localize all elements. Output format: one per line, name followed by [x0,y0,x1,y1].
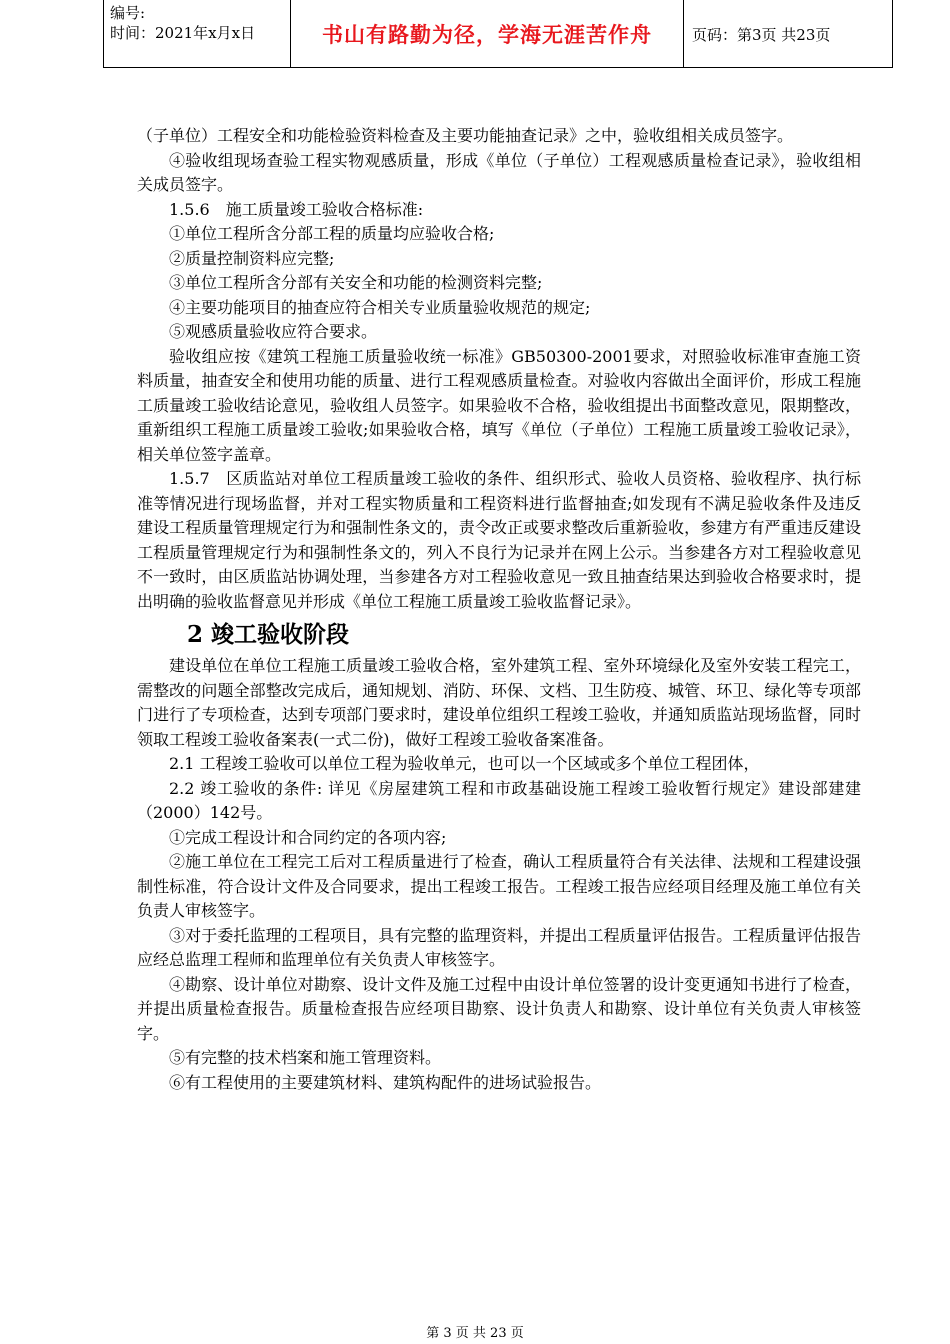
page-header [103,0,893,68]
number-label: 编号: [110,4,146,22]
section-title: 2 竣工验收阶段 [187,621,350,648]
paragraph: ①单位工程所含分部工程的质量均应验收合格; [169,224,495,243]
paragraph: ④验收组现场查验工程实物观感质量，形成《单位（子单位）工程观感质量检查记录》，验收组相关成员签字。 [137,150,861,194]
document-body [137,124,861,1095]
paragraph: ⑤观感质量验收应符合要求。 [169,322,378,341]
paragraph: 2.1 工程竣工验收可以单位工程为验收单元，也可以一个区域或多个单位工程团体， [169,754,760,773]
paragraph: 1.5.6 施工质量竣工验收合格标准: [169,199,424,219]
header-motto-cell [291,0,684,68]
header-meta [104,0,291,68]
paragraph: ④主要功能项目的抽查应符合相关专业质量验收规范的规定; [169,297,591,317]
paragraph: ②质量控制资料应完整; [169,248,335,268]
paragraph: ①完成工程设计和合同约定的各项内容; [169,827,447,847]
page-footer: 第 3 页 共 23 页 [426,1326,524,1341]
header-page-info: 页码：第3页 共23页 [684,0,893,68]
time-label: 时间：2021年x月x日 [110,24,256,42]
paragraph: ③对于委托监理的工程项目，具有完整的监理资料，并提出工程质量评估报告。工程质量评估报告应经总监理工程师和监理单位有关负责人审核签字。 [137,925,861,969]
paragraph: 1.5.7 区质监站对单位工程质量竣工验收的条件、组织形式、验收人员资格、验收程序、执行标准等情况进行现场监督，并对工程实物质量和工程资料进行监督抽查;如发现有不满足验收条件及违反建设工程质量管理规定行为和强制性条文的，责令改正或要求整改后重新验收，参建方有严重违反建设工程质量管理规定行为和强制性条文的，列入不良行为记录并在网上公示。当参建各方对工程验收意见不一致时，由区质监站协调处理，当参建各方对工程验收意见一致且抽查结果达到验收合格要求时，提出明确的验收监督意见并形成《单位工程施工质量竣工验收监督记录》。 [137,469,861,611]
paragraph-group-2 [137,654,861,1095]
paragraph: ⑥有工程使用的主要建筑材料、建筑构配件的进场试验报告。 [169,1072,602,1092]
header-motto: 书山有路勤为径，学海无涯苦作舟 [322,22,652,47]
paragraph: ⑤有完整的技术档案和施工管理资料。 [169,1048,442,1067]
paragraph: 验收组应按《建筑工程施工质量验收统一标准》GB50300-2001要求，对照验收标准审查施工资料质量，抽查安全和使用功能的质量、进行工程观感质量检查。对验收内容做出全面评价，形成工程施工质量竣工验收结论意见，验收组人员签字。如果验收不合格，验收组提出书面整改意见，限期整改，重新组织工程施工质量竣工验收;如果验收合格，填写《单位（子单位）工程施工质量竣工验收记录》，相关单位签字盖章。 [137,346,861,464]
paragraph: ③单位工程所含分部有关安全和功能的检测资料完整; [169,273,543,292]
paragraph: （子单位）工程安全和功能检验资料检查及主要功能抽查记录》之中，验收组相关成员签字。 [137,126,794,145]
paragraph: 建设单位在单位工程施工质量竣工验收合格，室外建筑工程、室外环境绿化及室外安装工程完工，需整改的问题全部整改完成后，通知规划、消防、环保、文档、卫生防疫、城管、环卫、绿化等专项部门进行了专项检查，达到专项部门要求时，建设单位组织工程竣工验收，并通知质监站现场监督，同时领取工程竣工验收备案表(一式二份)，做好工程竣工验收备案准备。 [137,656,861,749]
paragraph: 2.2 竣工验收的条件: 详见《房屋建筑工程和市政基础设施工程竣工验收暂行规定》建设部建建（2000）142号。 [137,778,861,822]
paragraph: ②施工单位在工程完工后对工程质量进行了检查，确认工程质量符合有关法律、法规和工程建设强制性标准，符合设计文件及合同要求，提出工程竣工报告。工程竣工报告应经项目经理及施工单位有关负责人审核签字。 [137,852,861,920]
paragraph-group-1 [137,124,861,614]
paragraph: ④勘察、设计单位对勘察、设计文件及施工过程中由设计单位签署的设计变更通知书进行了检查，并提出质量检查报告。质量检查报告应经项目勘察、设计负责人和勘察、设计单位有关负责人审核签字。 [137,974,861,1043]
